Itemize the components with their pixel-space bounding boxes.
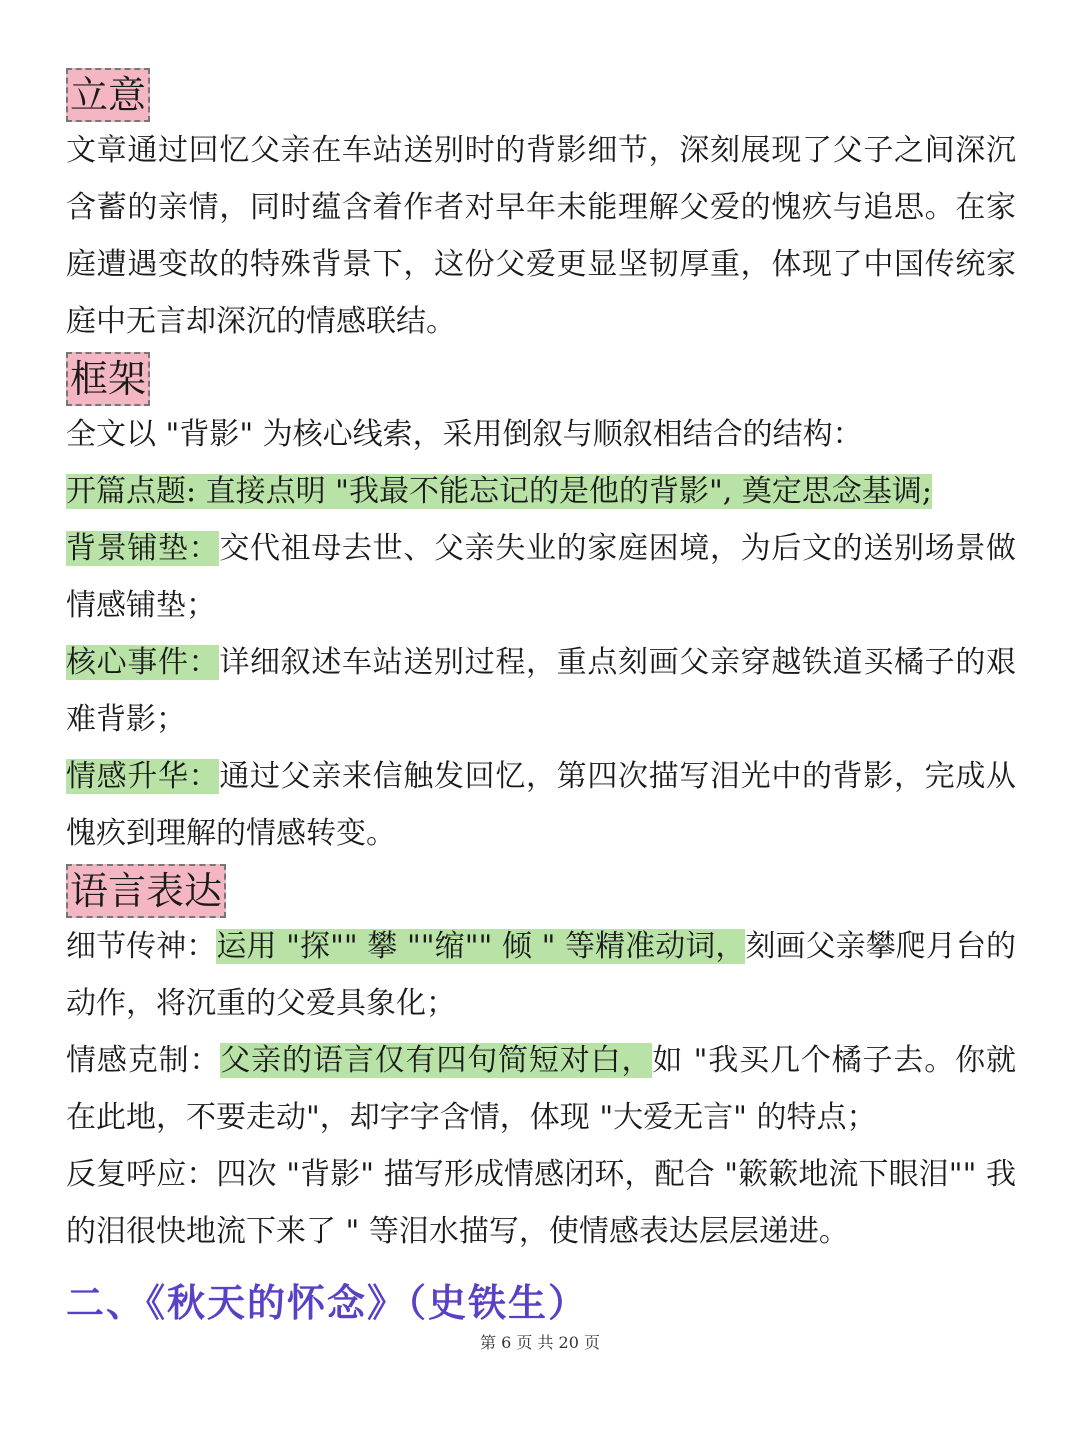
framework-item-3-text: 详细叙述车站送别过程，重点刻画父亲穿越铁道买橘子的艰难背影； — [66, 645, 1017, 737]
framework-item-1 — [66, 463, 1016, 520]
page-footer: 第 6 页 共 20 页 — [480, 1333, 600, 1352]
content — [66, 66, 1016, 1260]
framework-item-4 — [66, 748, 1016, 862]
heading-kuangjia: 框架 — [66, 352, 150, 406]
framework-item-2 — [66, 520, 1016, 634]
language-item-1-pre: 细节传神： — [66, 929, 217, 964]
language-item-1-post: 刻画父亲攀爬月台的动作，将沉重的父爱具象化； — [66, 929, 1017, 1021]
framework-intro: 全文以 "背影" 为核心线索，采用倒叙与顺叙相结合的结构： — [66, 417, 863, 452]
language-item-1 — [66, 918, 1016, 1032]
framework-item-2-label: 背景铺垫： — [66, 531, 220, 566]
paragraph-liyi: 文章通过回忆父亲在车站送别时的背影细节，深刻展现了父子之间深沉含蓄的亲情，同时蕴含着作者对早年未能理解父爱的愧疚与追思。在家庭遭遇变故的特殊背景下，这份父爱更显坚韧厚重，体现了中国传统家庭中无言却深沉的情感联结。 — [66, 133, 1016, 339]
language-item-3-pre: 反复呼应：四次 "背影" 描写形成情感闭环，配合 "簌簌地流下眼泪"" 我的泪很快地流下来了 " 等泪水描写，使情感表达层层递进。 — [66, 1157, 1016, 1249]
framework-item-4-label: 情感升华： — [66, 759, 220, 794]
framework-item-2-text: 交代祖母去世、父亲失业的家庭困境，为后文的送别场景做情感铺垫； — [66, 531, 1017, 623]
heading-liyi: 立意 — [66, 68, 150, 122]
language-item-1-highlight: 运用 "探"" 攀 ""缩"" 倾 " 等精准动词， — [216, 929, 746, 964]
language-item-2-pre: 情感克制： — [66, 1043, 221, 1078]
framework-item-3 — [66, 634, 1016, 748]
heading-yuyan: 语言表达 — [66, 864, 226, 918]
language-item-2-highlight: 父亲的语言仅有四句简短对白， — [220, 1043, 653, 1078]
language-item-2-post: 如 "我买几个橘子去。你就在此地，不要走动"，却字字含情，体现 "大爱无言" 的特点； — [66, 1043, 1017, 1135]
language-item-2 — [66, 1032, 1016, 1146]
section-title-qiutian: 二、《秋天的怀念》（史铁生） — [66, 1280, 589, 1325]
language-item-3 — [66, 1146, 1016, 1260]
framework-item-1-label: 开篇点题: 直接点明 "我最不能忘记的是他的背影", 奠定思念基调; — [66, 474, 932, 509]
framework-item-3-label: 核心事件： — [66, 645, 220, 680]
framework-item-4-text: 通过父亲来信触发回忆，第四次描写泪光中的背影，完成从愧疚到理解的情感转变。 — [66, 759, 1017, 851]
